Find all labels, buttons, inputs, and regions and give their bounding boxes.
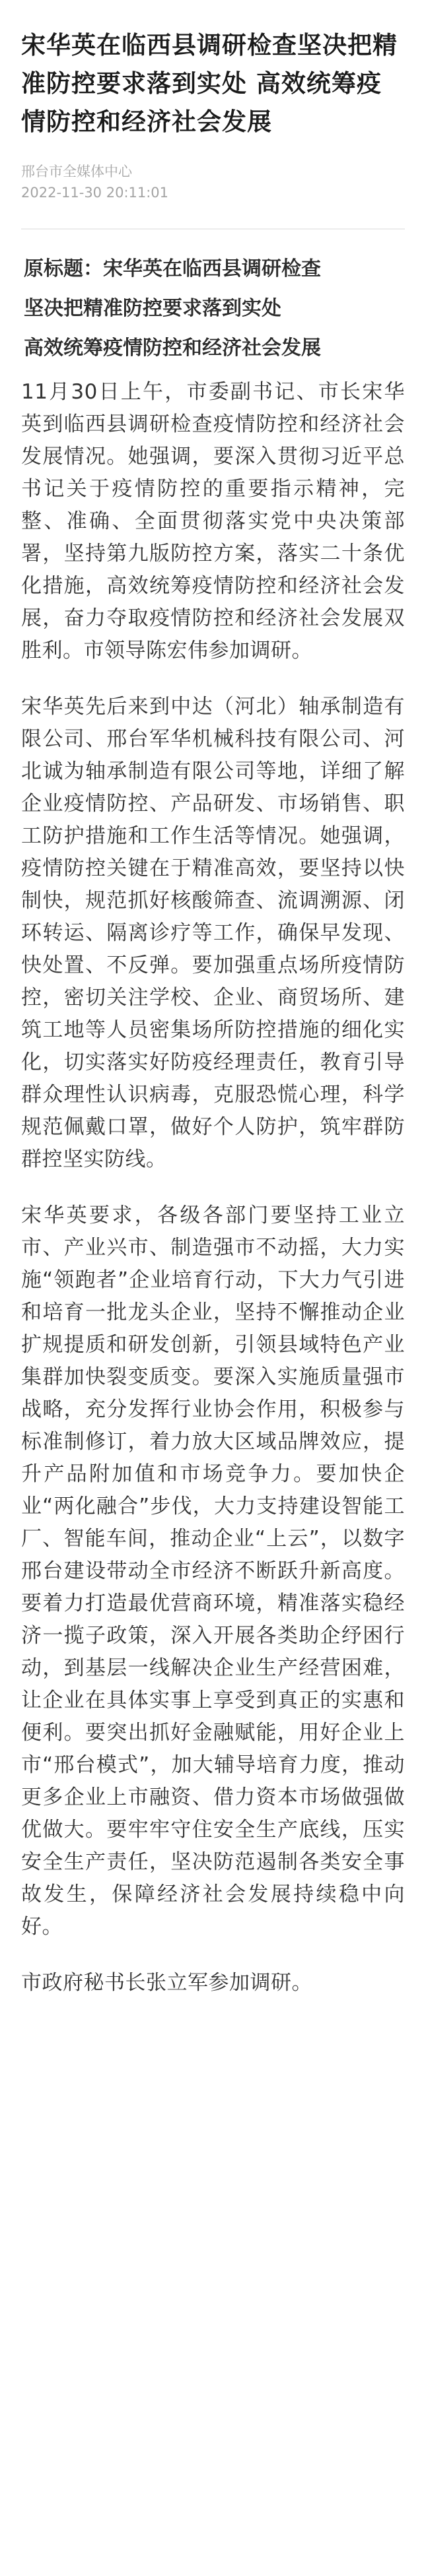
original-title-line-3: 高效统筹疫情防控和经济社会发展 — [24, 337, 321, 360]
paragraph-3: 宋华英要求，各级各部门要坚持工业立市、产业兴市、制造强市不动摇，大力实施“领跑者”企业培育行动，下大力气引进和培育一批龙头企业，坚持不懈推动企业扩规提质和研发创新，引领县域特色产业集群加快裂变质变。要深入实施质量强市战略，充分发挥行业协会作用，积极参与标准制修订，着力放大区域品牌效应，提升产品附加值和市场竞争力。要加快企业“两化融合”步伐，大力支持建设智能工厂、智能车间，推动企业“上云”，以数字邢台建设带动全市经济不断跃升新高度。要着力打造最优营商环境，精准落实稳经济一揽子政策，深入开展各类助企纾困行动，到基层一线解决企业生产经营困难，让企业在具体实事上享受到真正的实惠和便利。要突出抓好金融赋能，用好企业上市“邢台模式”，加大辅导培育力度，推动更多企业上市融资、借力资本市场做强做优做大。要牢牢守住安全生产底线，压实安全生产责任，坚决防范遏制各类安全事故发生，保障经济社会发展持续稳中向好。 — [21, 1204, 405, 1939]
original-title-line — [24, 249, 405, 289]
original-title — [21, 249, 405, 368]
paragraph-4: 市政府秘书长张立军参加调研。 — [21, 1971, 312, 1995]
article-meta — [21, 161, 405, 203]
original-title-line-1: 宋华英在临西县调研检查 — [103, 257, 321, 280]
article-datetime: 2022-11-30 20:11:01 — [21, 185, 169, 201]
original-title-prefix: 原标题： — [24, 257, 103, 280]
paragraph-2: 宋华英先后来到中达（河北）轴承制造有限公司、邢台军华机械科技有限公司、河北诚为轴承制造有限公司等地，详细了解企业疫情防控、产品研发、市场销售、职工防护措施和工作生活等情况。她强调，疫情防控关键在于精准高效，要坚持以快制快，规范抓好核酸筛查、流调溯源、闭环转运、隔离诊疗等工作，确保早发现、快处置、不反弹。要加强重点场所疫情防控，密切关注学校、企业、商贸场所、建筑工地等人员密集场所防控措施的细化实化，切实落实好防疫经理责任，教育引导群众理性认识病毒，克服恐慌心理，科学规范佩戴口罩，做好个人防护，筑牢群防群控坚实防线。 — [21, 695, 405, 1171]
original-title-line-2: 坚决把精准防控要求落到实处 — [24, 297, 281, 320]
article-source: 邢台市全媒体中心 — [21, 164, 132, 179]
paragraph-1: 11月30日上午，市委副书记、市长宋华英到临西县调研检查疫情防控和经济社会发展情况。她强调，要深入贯彻习近平总书记关于疫情防控的重要指示精神，完整、准确、全面贯彻落实党中央决策部署，坚持第九版防控方案，落实二十条优化措施，高效统筹疫情防控和经济社会发展，奋力夺取疫情防控和经济社会发展双胜利。市领导陈宏伟参加调研。 — [21, 380, 405, 662]
article-title: 宋华英在临西县调研检查坚决把精准防控要求落到实处 高效统筹疫情防控和经济社会发展 — [21, 31, 398, 136]
divider — [21, 228, 405, 230]
